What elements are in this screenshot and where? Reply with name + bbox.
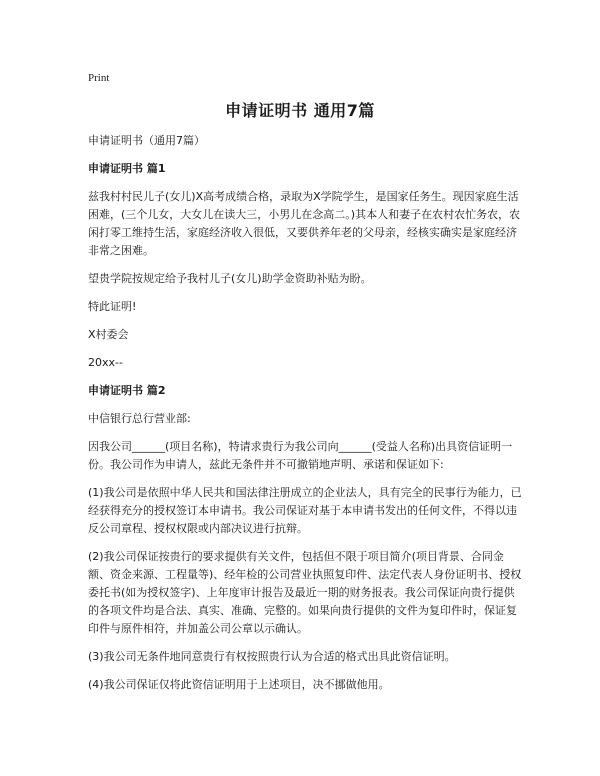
section-heading: 申请证明书 篇1 xyxy=(88,162,166,175)
document-body xyxy=(88,132,524,704)
paragraph: 20xx-- xyxy=(88,356,123,369)
paragraph: (2)我公司保证按贵行的要求提供有关文件，包括但不限于项目简介(项目背景、合同金额、资金来源、工程量等)、经年检的公司营业执照复印件、法定代表人身份证明书、授权委托书(如为授权签字)、上年度审计报告及最近一期的财务报表。我公司保证向贵行提供的各项文件均是合法、真实、准确、完整的。如果向贵行提供的文件为复印件时，保证复印件与原件相符，并加盖公司公章以示确认。 xyxy=(88,550,522,635)
paragraph: 望贵学院按规定给予我村儿子(女儿)助学金资助补贴为盼。 xyxy=(88,272,372,285)
section-2 xyxy=(88,382,524,694)
section-heading: 申请证明书 篇2 xyxy=(88,384,166,397)
print-label: Print xyxy=(88,72,110,84)
paragraph: (3)我公司无条件地同意贵行有权按照贵行认为合适的格式出具此资信证明。 xyxy=(88,650,456,663)
paragraph: 特此证明! xyxy=(88,300,137,313)
page-title: 申请证明书 通用7篇 xyxy=(225,101,375,120)
paragraph: X村委会 xyxy=(88,328,129,341)
document-subtitle: 申请证明书（通用7篇） xyxy=(88,134,205,147)
paragraph: 中信银行总行营业部: xyxy=(88,412,191,425)
paragraph: (1)我公司是依照中华人民共和国法律注册成立的企业法人，具有完全的民事行为能力，已经获得充分的授权签订本申请书。我公司保证对基于本申请书发出的任何文件，不得以违反公司章程、授权权限或内部决议进行抗辩。 xyxy=(88,486,522,535)
paragraph: (4)我公司保证仅将此资信证明用于上述项目，决不挪做他用。 xyxy=(88,678,390,691)
section-1 xyxy=(88,160,524,372)
paragraph: 因我公司______(项目名称)，特请求贵行为我公司向______(受益人名称)出具资信证明一份。我公司作为申请人，兹此无条件并不可撤销地声明、承诺和保证如下: xyxy=(88,440,513,471)
paragraph: 兹我村村民儿子(女儿)X高考成绩合格，录取为X学院学生，是国家任务生。现因家庭生活困难，(三个儿女，大女儿在读大三，小男儿在念高二。)其本人和妻子在农村农忙务农，农闲打零工维持生活，家庭经济收入很低，又要供养年老的父母亲，经核实确实是家庭经济非常之困难。 xyxy=(88,190,521,257)
